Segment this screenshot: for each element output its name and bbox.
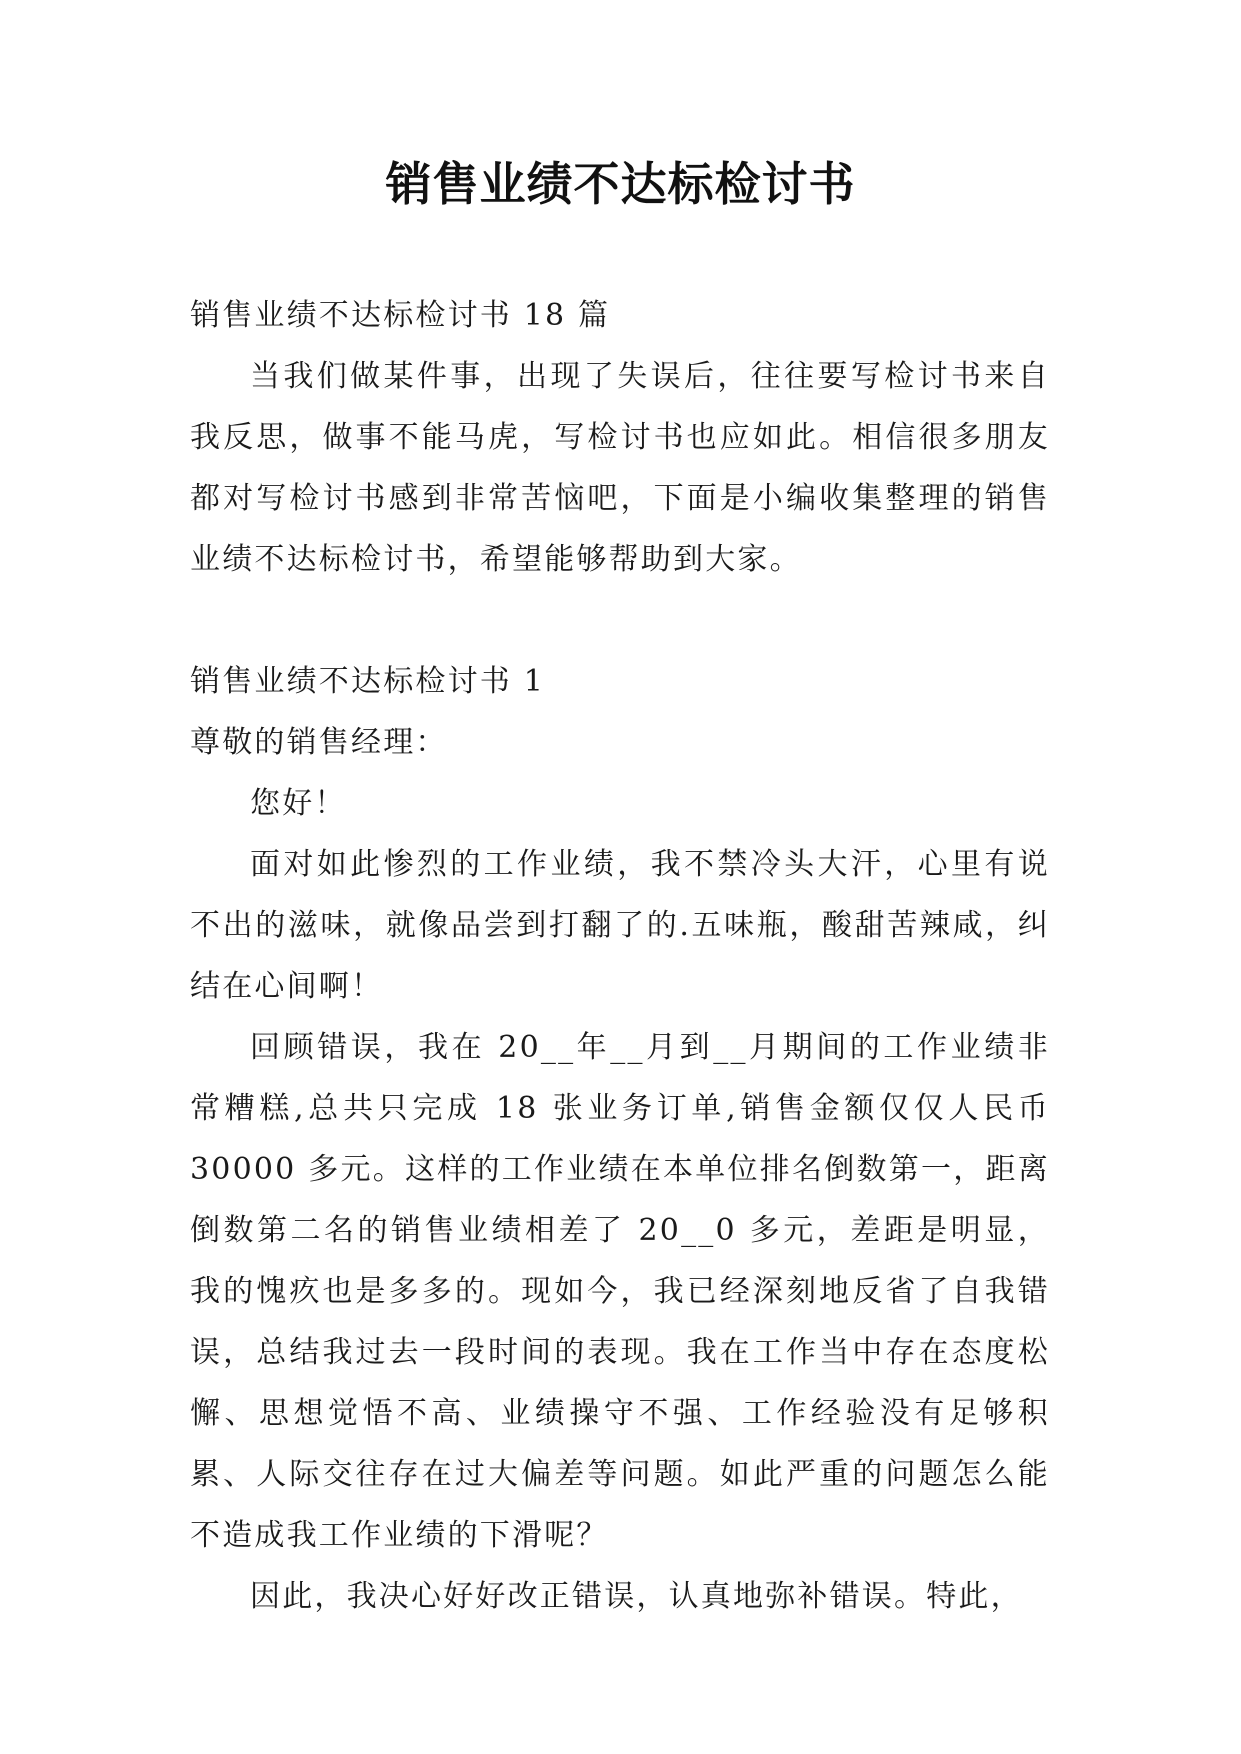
body-paragraph: 面对如此惨烈的工作业绩，我不禁冷头大汗，心里有说不出的滋味，就像品尝到打翻了的.五味瓶，酸甜苦辣咸，纠结在心间啊！ <box>190 847 1050 1004</box>
body-paragraph: 因此，我决心好好改正错误，认真地弥补错误。特此， <box>250 1579 1023 1614</box>
document-subtitle: 销售业绩不达标检讨书 18 篇 <box>190 298 611 333</box>
intro-paragraph: 当我们做某件事，出现了失误后，往往要写检讨书来自我反思，做事不能马虎，写检讨书也应如此。相信很多朋友都对写检讨书感到非常苦恼吧，下面是小编收集整理的销售业绩不达标检讨书，希望能够帮助到大家。 <box>190 359 1050 577</box>
document-body <box>190 285 1050 1627</box>
document-title: 销售业绩不达标检讨书 <box>385 157 856 211</box>
body-paragraph: 回顾错误，我在 20__年__月到__月期间的工作业绩非常糟糕,总共只完成 18 张业务订单,销售金额仅仅人民币 30000 多元。这样的工作业绩在本单位排名倒数第一，距离倒数第二名的销售业绩相差了 20__0 多元，差距是明显，我的愧疚也是多多的。现如今，我已经深刻地反省了自我错误，总结我过去一段时间的表现。我在工作当中存在态度松懈、思想觉悟不高、业绩操守不强、工作经验没有足够积累、人际交往存在过大偏差等问题。如此严重的问题怎么能不造成我工作业绩的下滑呢？ <box>190 1030 1050 1553</box>
section-heading: 销售业绩不达标检讨书 1 <box>190 664 546 699</box>
greeting: 您好！ <box>250 786 347 821</box>
salutation: 尊敬的销售经理： <box>190 725 448 760</box>
